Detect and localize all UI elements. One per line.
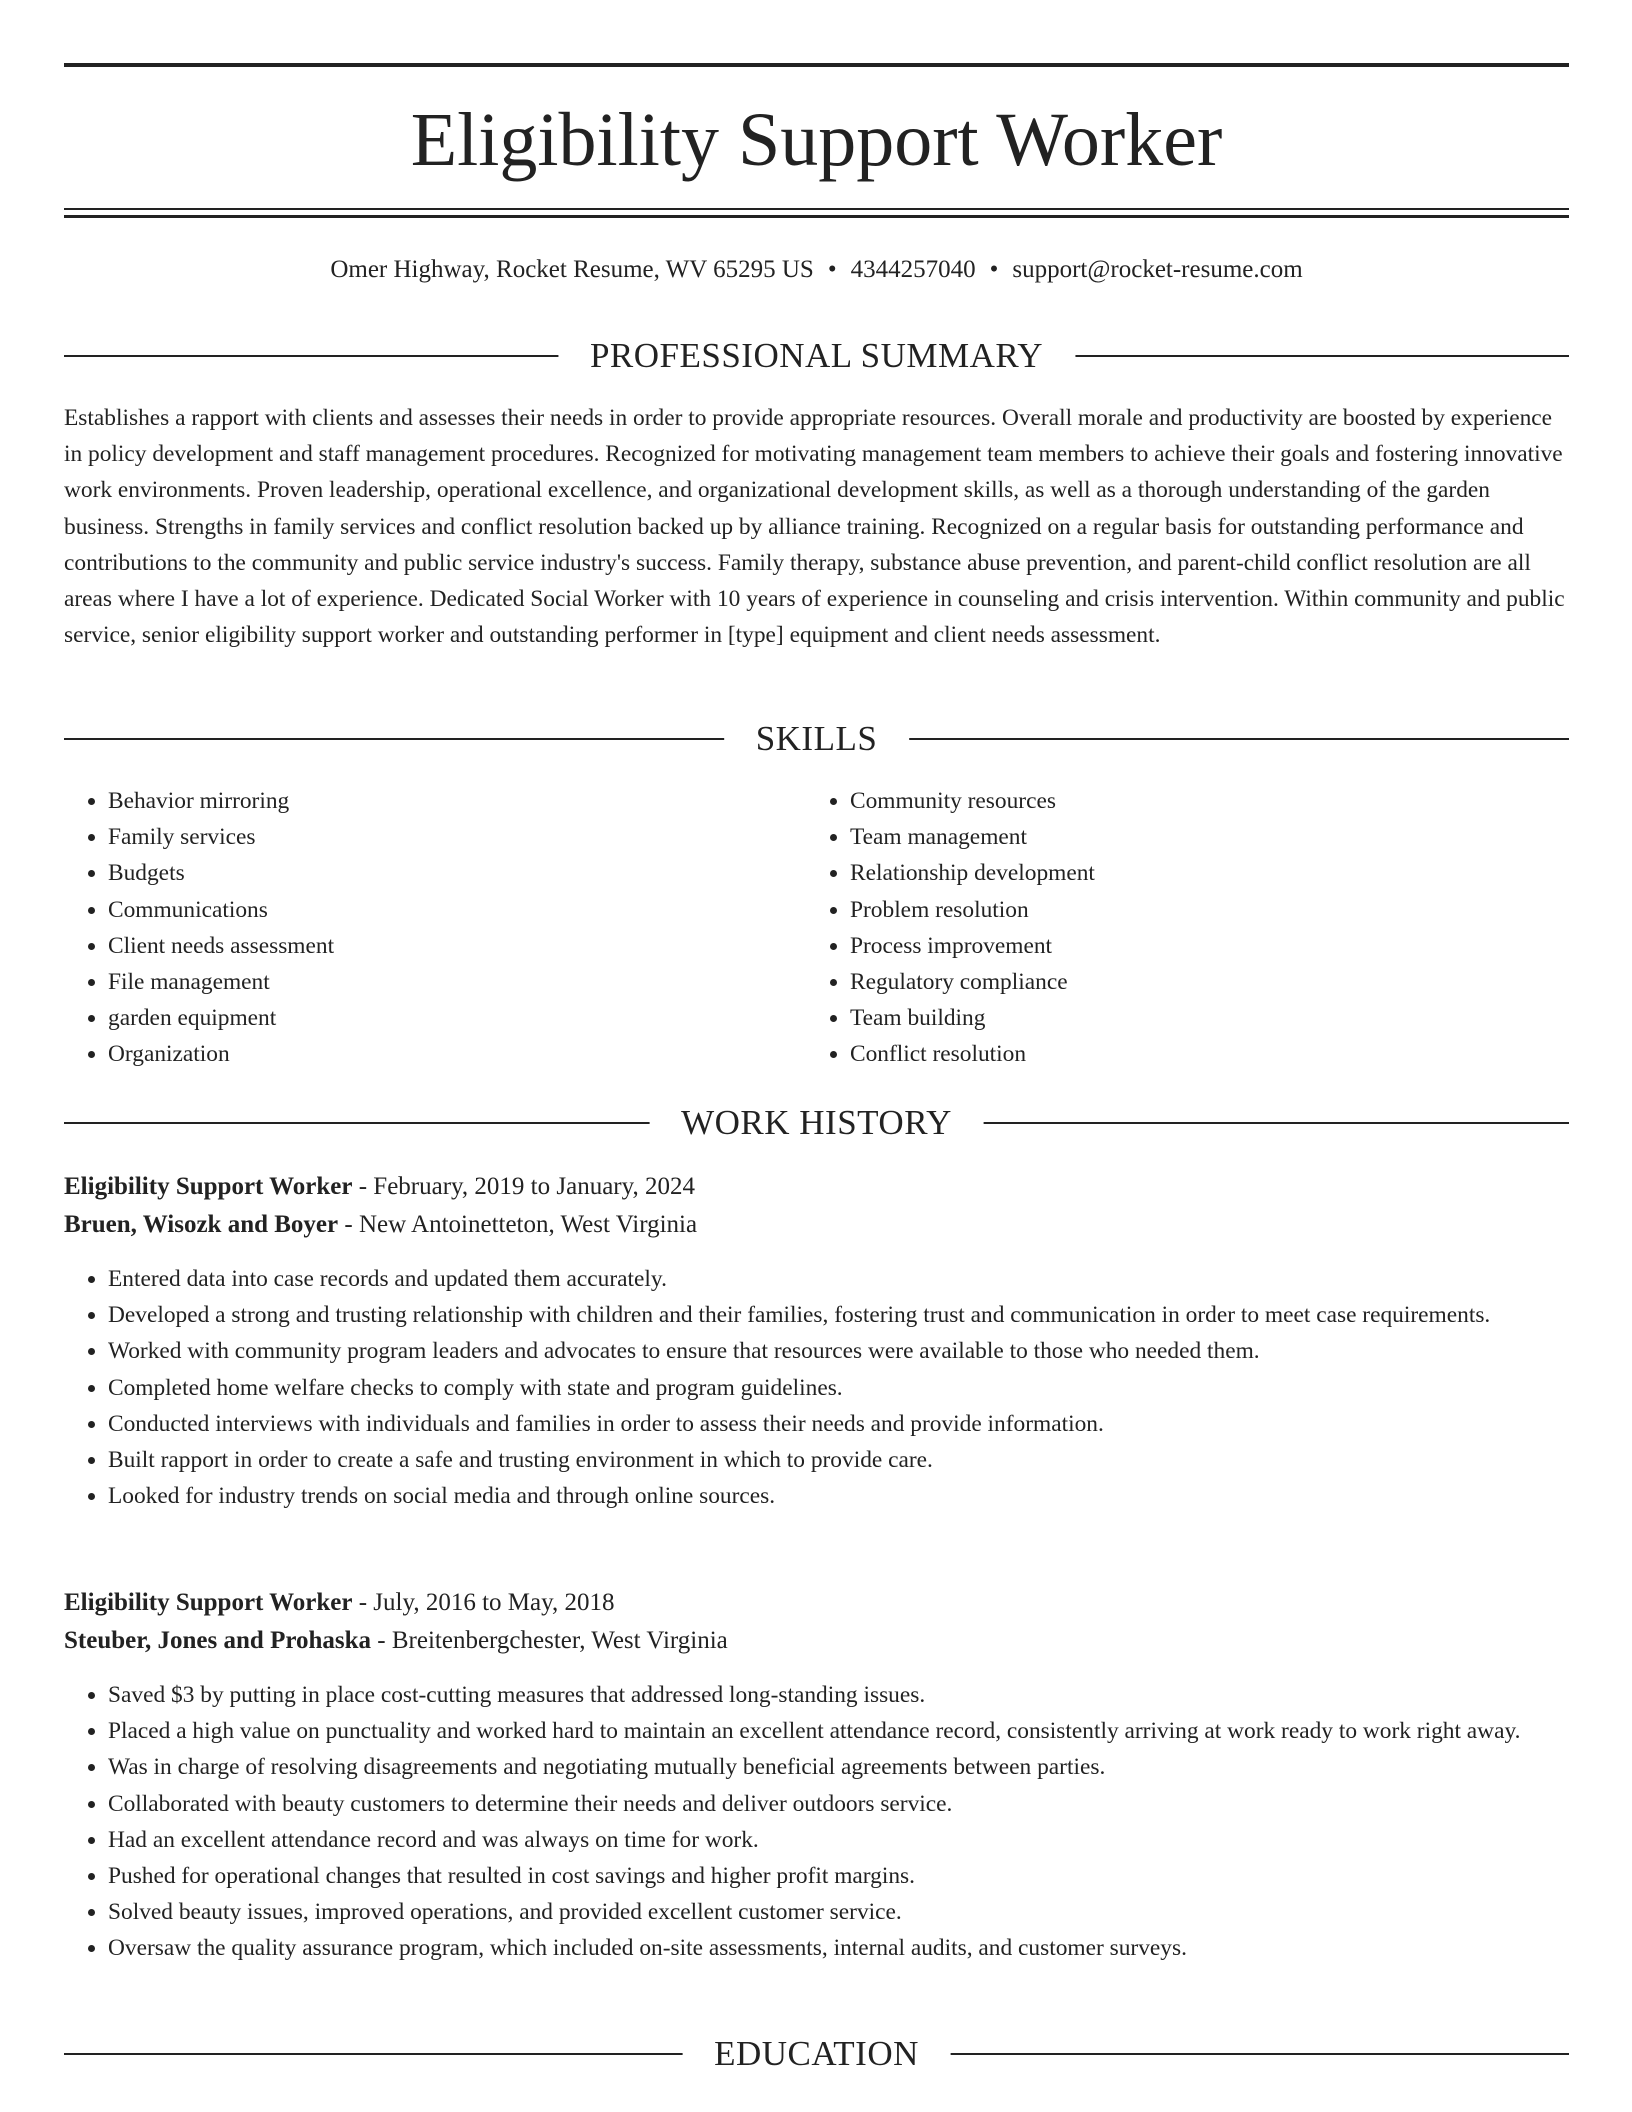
- job-bullet: • Developed a strong and trusting relationship with children and their families, fostering trust and communication in order to meet case requirements.: [108, 1297, 1569, 1333]
- skill-item: • Organization: [108, 1036, 806, 1072]
- skill-item: • Budgets: [108, 855, 806, 891]
- skill-item: • Team management: [850, 819, 1569, 855]
- section-heading-skills: [64, 717, 1569, 761]
- skill-item: • Team building: [850, 1000, 1569, 1036]
- skill-item: • garden equipment: [108, 1000, 806, 1036]
- job-bullet: • Built rapport in order to create a safe and trusting environment in which to provide care.: [108, 1442, 1569, 1478]
- job-location: - New Antoinetteton, West Virginia: [338, 1211, 698, 1238]
- skill-item: • Community resources: [850, 783, 1569, 819]
- job-title: Eligibility Support Worker: [64, 1589, 353, 1616]
- skill-item: • Process improvement: [850, 928, 1569, 964]
- skill-item: • Relationship development: [850, 855, 1569, 891]
- header-top-rule: [64, 63, 1569, 67]
- job-bullet: • Was in charge of resolving disagreements and negotiating mutually beneficial agreements between parties.: [108, 1749, 1569, 1785]
- job-title-line: [64, 1584, 1569, 1622]
- contact-address: Omer Highway, Rocket Resume, WV 65295 US: [330, 256, 814, 283]
- section-heading-summary: [64, 334, 1569, 378]
- job-bullets: [64, 1261, 1569, 1514]
- skill-item: • Problem resolution: [850, 892, 1569, 928]
- resume-title: Eligibility Support Worker: [410, 98, 1223, 182]
- skill-item: • Communications: [108, 892, 806, 928]
- contact-separator: •: [989, 256, 999, 283]
- job-bullet: • Looked for industry trends on social media and through online sources.: [108, 1478, 1569, 1514]
- job-bullet: • Oversaw the quality assurance program, which included on-site assessments, internal audits, and customer surveys.: [108, 1930, 1569, 1966]
- contact-line: [64, 252, 1569, 288]
- job-dates: - July, 2016 to May, 2018: [352, 1589, 615, 1616]
- job-company: Bruen, Wisozk and Boyer: [64, 1211, 339, 1238]
- job-bullet: • Entered data into case records and updated them accurately.: [108, 1261, 1569, 1297]
- job-bullet: • Solved beauty issues, improved operations, and provided excellent customer service.: [108, 1894, 1569, 1930]
- section-heading-education: [64, 2032, 1569, 2076]
- job-title-line: [64, 1168, 1569, 1206]
- job-bullet: • Pushed for operational changes that resulted in cost savings and higher profit margins.: [108, 1858, 1569, 1894]
- header-double-rule: [64, 208, 1569, 218]
- job-company: Steuber, Jones and Prohaska: [64, 1627, 372, 1654]
- skills-list-right: [806, 783, 1569, 1073]
- skill-item: • File management: [108, 964, 806, 1000]
- skill-item: • Client needs assessment: [108, 928, 806, 964]
- contact-phone: 4344257040: [850, 256, 976, 283]
- job-dates: - February, 2019 to January, 2024: [352, 1173, 696, 1200]
- skill-item: • Conflict resolution: [850, 1036, 1569, 1072]
- section-title: EDUCATION: [682, 2032, 951, 2076]
- job-company-line: [64, 1622, 1569, 1660]
- job-location: - Breitenbergchester, West Virginia: [371, 1627, 728, 1654]
- job-bullet: • Placed a high value on punctuality and worked hard to maintain an excellent attendance record, consistently arriving at work ready to work right away.: [108, 1713, 1569, 1749]
- section-title: SKILLS: [724, 717, 910, 761]
- job-bullets: [64, 1677, 1569, 1967]
- job-bullet: • Saved $3 by putting in place cost-cutting measures that addressed long-standing issues.: [108, 1677, 1569, 1713]
- section-heading-work-history: [64, 1101, 1569, 1145]
- skill-item: • Behavior mirroring: [108, 783, 806, 819]
- section-title: WORK HISTORY: [649, 1101, 984, 1145]
- skill-item: • Family services: [108, 819, 806, 855]
- job-bullet: • Collaborated with beauty customers to determine their needs and deliver outdoors service.: [108, 1786, 1569, 1822]
- job-bullet: • Completed home welfare checks to comply with state and program guidelines.: [108, 1370, 1569, 1406]
- job-bullet: • Worked with community program leaders and advocates to ensure that resources were available to those who needed them.: [108, 1333, 1569, 1369]
- contact-separator: •: [827, 256, 837, 283]
- section-title: PROFESSIONAL SUMMARY: [558, 334, 1075, 378]
- skill-item: • Regulatory compliance: [850, 964, 1569, 1000]
- job-bullet: • Had an excellent attendance record and was always on time for work.: [108, 1822, 1569, 1858]
- job-title: Eligibility Support Worker: [64, 1173, 353, 1200]
- job-bullet: • Conducted interviews with individuals and families in order to assess their needs and provide information.: [108, 1406, 1569, 1442]
- job-company-line: [64, 1206, 1569, 1244]
- skills-list-left: [64, 783, 806, 1073]
- contact-email: support@rocket-resume.com: [1012, 256, 1303, 283]
- summary-text: Establishes a rapport with clients and assesses their needs in order to provide appropriate resources. Overall morale and productivity are boosted by experience in policy development and staff management procedures. Recognized for motivating management team members to achieve their goals and fostering innovative work environments. Proven leadership, operational excellence, and organizational development skills, as well as a thorough understanding of the garden business. Strengths in family services and conflict resolution backed up by alliance training. Recognized on a regular basis for outstanding performance and contributions to the community and public service industry's success. Family therapy, substance abuse prevention, and parent-child conflict resolution are all areas where I have a lot of experience. Dedicated Social Worker with 10 years of experience in counseling and crisis intervention. Within community and public service, senior eligibility support worker and outstanding performer in [type] equipment and client needs assessment.: [64, 405, 1565, 649]
